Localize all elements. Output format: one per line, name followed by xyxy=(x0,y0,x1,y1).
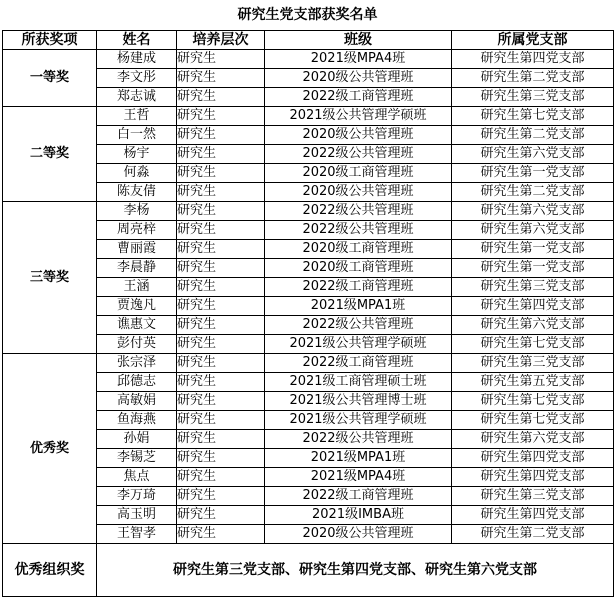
level-cell: 研究生 xyxy=(177,221,265,240)
header-award: 所获奖项 xyxy=(3,31,97,50)
table-body xyxy=(3,50,614,544)
branch-cell: 研究生第六党支部 xyxy=(452,430,614,449)
class-cell: 2020级工商管理班 xyxy=(265,240,452,259)
class-cell: 2022级公共管理班 xyxy=(265,430,452,449)
level-cell: 研究生 xyxy=(177,506,265,525)
branch-cell: 研究生第二党支部 xyxy=(452,126,614,145)
class-cell: 2021级公共管理学硕班 xyxy=(265,335,452,354)
class-cell: 2021级MPA4班 xyxy=(265,50,452,69)
name-cell: 郑志诚 xyxy=(97,88,177,107)
branch-cell: 研究生第六党支部 xyxy=(452,221,614,240)
name-cell: 王涵 xyxy=(97,278,177,297)
branch-cell: 研究生第三党支部 xyxy=(452,487,614,506)
level-cell: 研究生 xyxy=(177,392,265,411)
header-row xyxy=(3,31,614,50)
level-cell: 研究生 xyxy=(177,278,265,297)
branch-cell: 研究生第四党支部 xyxy=(452,506,614,525)
name-cell: 鱼海燕 xyxy=(97,411,177,430)
award-cell: 优秀奖 xyxy=(3,354,97,544)
name-cell: 曹丽霞 xyxy=(97,240,177,259)
level-cell: 研究生 xyxy=(177,373,265,392)
award-cell: 二等奖 xyxy=(3,107,97,202)
class-cell: 2020级公共管理班 xyxy=(265,69,452,88)
name-cell: 贾逸凡 xyxy=(97,297,177,316)
branch-cell: 研究生第六党支部 xyxy=(452,202,614,221)
level-cell: 研究生 xyxy=(177,525,265,544)
branch-cell: 研究生第一党支部 xyxy=(452,240,614,259)
name-cell: 李晨静 xyxy=(97,259,177,278)
level-cell: 研究生 xyxy=(177,126,265,145)
table-row xyxy=(3,107,614,126)
class-cell: 2020级工商管理班 xyxy=(265,164,452,183)
branch-cell: 研究生第三党支部 xyxy=(452,278,614,297)
name-cell: 陈友倩 xyxy=(97,183,177,202)
level-cell: 研究生 xyxy=(177,183,265,202)
branch-cell: 研究生第三党支部 xyxy=(452,88,614,107)
level-cell: 研究生 xyxy=(177,335,265,354)
class-cell: 2020级工商管理班 xyxy=(265,259,452,278)
name-cell: 李文彤 xyxy=(97,69,177,88)
name-cell: 何淼 xyxy=(97,164,177,183)
class-cell: 2020级公共管理班 xyxy=(265,126,452,145)
class-cell: 2021级公共管理博士班 xyxy=(265,392,452,411)
name-cell: 李锡芝 xyxy=(97,449,177,468)
class-cell: 2020级公共管理班 xyxy=(265,525,452,544)
branch-cell: 研究生第三党支部 xyxy=(452,354,614,373)
branch-cell: 研究生第四党支部 xyxy=(452,297,614,316)
name-cell: 杨建成 xyxy=(97,50,177,69)
branch-cell: 研究生第一党支部 xyxy=(452,164,614,183)
level-cell: 研究生 xyxy=(177,297,265,316)
name-cell: 焦点 xyxy=(97,468,177,487)
name-cell: 张宗泽 xyxy=(97,354,177,373)
table-row xyxy=(3,202,614,221)
name-cell: 王智孝 xyxy=(97,525,177,544)
branch-cell: 研究生第二党支部 xyxy=(452,525,614,544)
award-cell: 三等奖 xyxy=(3,202,97,354)
name-cell: 彭付英 xyxy=(97,335,177,354)
header-name: 姓名 xyxy=(97,31,177,50)
class-cell: 2022级工商管理班 xyxy=(265,278,452,297)
header-class: 班级 xyxy=(265,31,452,50)
class-cell: 2021级公共管理学硕班 xyxy=(265,411,452,430)
branch-cell: 研究生第七党支部 xyxy=(452,411,614,430)
level-cell: 研究生 xyxy=(177,430,265,449)
class-cell: 2021级公共管理学硕班 xyxy=(265,107,452,126)
name-cell: 杨宇 xyxy=(97,145,177,164)
class-cell: 2022级工商管理班 xyxy=(265,487,452,506)
name-cell: 李万琦 xyxy=(97,487,177,506)
name-cell: 白一然 xyxy=(97,126,177,145)
branch-cell: 研究生第七党支部 xyxy=(452,107,614,126)
class-cell: 2022级公共管理班 xyxy=(265,316,452,335)
level-cell: 研究生 xyxy=(177,164,265,183)
branch-cell: 研究生第二党支部 xyxy=(452,183,614,202)
level-cell: 研究生 xyxy=(177,202,265,221)
name-cell: 高玉明 xyxy=(97,506,177,525)
class-cell: 2020级公共管理班 xyxy=(265,183,452,202)
footer-award: 优秀组织奖 xyxy=(3,544,97,597)
level-cell: 研究生 xyxy=(177,88,265,107)
name-cell: 高敏娟 xyxy=(97,392,177,411)
branch-cell: 研究生第四党支部 xyxy=(452,50,614,69)
level-cell: 研究生 xyxy=(177,240,265,259)
level-cell: 研究生 xyxy=(177,411,265,430)
branch-cell: 研究生第六党支部 xyxy=(452,145,614,164)
level-cell: 研究生 xyxy=(177,468,265,487)
class-cell: 2022级公共管理班 xyxy=(265,221,452,240)
branch-cell: 研究生第一党支部 xyxy=(452,259,614,278)
name-cell: 孙娟 xyxy=(97,430,177,449)
page-title: 研究生党支部获奖名单 xyxy=(237,7,378,23)
level-cell: 研究生 xyxy=(177,354,265,373)
name-cell: 谯惠文 xyxy=(97,316,177,335)
branch-cell: 研究生第二党支部 xyxy=(452,69,614,88)
table-row xyxy=(3,354,614,373)
branch-cell: 研究生第七党支部 xyxy=(452,392,614,411)
branch-cell: 研究生第四党支部 xyxy=(452,449,614,468)
class-cell: 2022级公共管理班 xyxy=(265,145,452,164)
class-cell: 2022级工商管理班 xyxy=(265,354,452,373)
class-cell: 2021级MPA1班 xyxy=(265,449,452,468)
class-cell: 2022级公共管理班 xyxy=(265,202,452,221)
level-cell: 研究生 xyxy=(177,487,265,506)
level-cell: 研究生 xyxy=(177,259,265,278)
name-cell: 李杨 xyxy=(97,202,177,221)
class-cell: 2021级IMBA班 xyxy=(265,506,452,525)
level-cell: 研究生 xyxy=(177,449,265,468)
branch-cell: 研究生第五党支部 xyxy=(452,373,614,392)
table-row xyxy=(3,50,614,69)
level-cell: 研究生 xyxy=(177,145,265,164)
footer-branches: 研究生第三党支部、研究生第四党支部、研究生第六党支部 xyxy=(97,544,614,597)
branch-cell: 研究生第七党支部 xyxy=(452,335,614,354)
level-cell: 研究生 xyxy=(177,316,265,335)
awards-table xyxy=(2,30,614,597)
class-cell: 2021级MPA1班 xyxy=(265,297,452,316)
class-cell: 2021级MPA4班 xyxy=(265,468,452,487)
award-cell: 一等奖 xyxy=(3,50,97,107)
class-cell: 2022级工商管理班 xyxy=(265,88,452,107)
name-cell: 邱德志 xyxy=(97,373,177,392)
branch-cell: 研究生第四党支部 xyxy=(452,468,614,487)
class-cell: 2021级工商管理硕士班 xyxy=(265,373,452,392)
name-cell: 周亮梓 xyxy=(97,221,177,240)
header-level: 培养层次 xyxy=(177,31,265,50)
name-cell: 王哲 xyxy=(97,107,177,126)
level-cell: 研究生 xyxy=(177,107,265,126)
branch-cell: 研究生第六党支部 xyxy=(452,316,614,335)
level-cell: 研究生 xyxy=(177,69,265,88)
header-branch: 所属党支部 xyxy=(452,31,614,50)
level-cell: 研究生 xyxy=(177,50,265,69)
